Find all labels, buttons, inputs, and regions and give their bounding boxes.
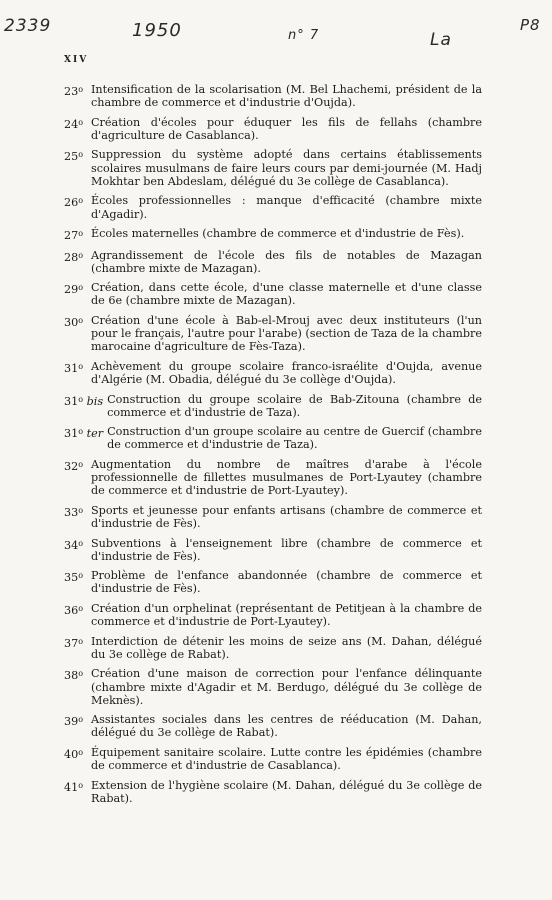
entry-suffix: bis <box>86 394 104 408</box>
entry-number: 26$^o$ <box>64 196 84 210</box>
handwritten-year: 1950 <box>132 20 182 41</box>
entry-text: Suppression du système adopté dans certains établissements scolaires musulmans de faire leurs cours par demi-journée (M. Hadj Mokhtar ben Abdeslam, délégué du 3e collège de Casablanca). <box>91 148 482 188</box>
entry-number: 30$^o$ <box>64 315 84 329</box>
entry-number: 24$^o$ <box>64 117 84 131</box>
entry-text: Écoles maternelles (chambre de commerce et d'industrie de Fès). <box>91 227 465 241</box>
list-item <box>64 83 482 109</box>
entry-number: 33$^o$ <box>64 505 84 519</box>
list-item <box>64 194 482 220</box>
entry-text: Subventions à l'enseignement libre (chambre de commerce et d'industrie de Fès). <box>91 536 482 563</box>
entry-suffix: ter <box>86 427 104 441</box>
list-item <box>64 635 482 661</box>
list-item <box>64 425 482 451</box>
entry-number: 31$^o$ <box>64 361 84 375</box>
list-item <box>64 281 482 307</box>
entry-text: Achèvement du groupe scolaire franco-israélite d'Oujda, avenue d'Algérie (M. Obadia, délégué du 3e collège d'Oujda). <box>91 359 482 387</box>
entry-text: Création, dans cette école, d'une classe maternelle et d'une classe de 6e (chambre mixte de Mazagan). <box>91 281 482 308</box>
entry-text: Écoles professionnelles : manque d'efficacité (chambre mixte d'Agadir). <box>91 194 482 221</box>
entry-number: 32$^o$ <box>64 459 84 473</box>
entry-number: 31$^o$ bis <box>64 394 104 408</box>
entry-number: 23$^o$ <box>64 85 84 98</box>
list-item <box>64 314 482 354</box>
entry-text: Augmentation du nombre de maîtres d'arabe à l'école professionnelle de fillettes musulmanes de Port-Lyautey (chambre de commerce et d'industrie de Port-Lyautey). <box>91 457 482 498</box>
entry-list <box>64 83 482 811</box>
entry-text: Construction du groupe scolaire de Bab-Zitouna (chambre de commerce et d'industrie de Taza). <box>107 392 482 419</box>
entry-text: Agrandissement de l'école des fils de notables de Mazagan (chambre mixte de Mazagan). <box>91 248 482 275</box>
list-item <box>64 602 482 628</box>
entry-number: 39$^o$ <box>64 715 84 729</box>
list-item <box>64 458 482 498</box>
entry-text: Assistantes sociales dans les centres de rééducation (M. Dahan, délégué du 3e collège de Rabat). <box>91 713 482 740</box>
entry-text: Construction d'un groupe scolaire au centre de Guercif (chambre de commerce et d'industrie de Taza). <box>107 425 482 452</box>
list-item <box>64 393 482 419</box>
entry-text: Équipement sanitaire scolaire. Lutte contre les épidémies (chambre de commerce et d'industrie de Casablanca). <box>91 745 482 773</box>
list-item <box>64 537 482 563</box>
entry-text: Création d'une école à Bab-el-Mrouj avec deux instituteurs (l'un pour le français, l'autre pour l'arabe) (section de Taza de la chambre marocaine d'agriculture de Fès-Taza). <box>91 313 482 354</box>
list-item <box>64 713 482 739</box>
list-item <box>64 116 482 142</box>
list-item <box>64 667 482 707</box>
list-item <box>64 360 482 386</box>
entry-number: 29$^o$ <box>64 283 84 297</box>
entry-number: 27$^o$ <box>64 229 84 243</box>
entry-number: 35$^o$ <box>64 571 84 585</box>
entry-text: Problème de l'enfance abandonnée (chambre de commerce et d'industrie de Fès). <box>91 569 482 596</box>
list-item <box>64 148 482 188</box>
entry-text: Sports et jeunesse pour enfants artisans (chambre de commerce et d'industrie de Fès). <box>91 503 482 531</box>
handwritten-number: n° 7 <box>288 28 320 43</box>
entry-number: 40$^o$ <box>64 747 84 761</box>
entry-text: Extension de l'hygiène scolaire (M. Dahan, délégué du 3e collège de Rabat). <box>91 778 482 805</box>
entry-number: 34$^o$ <box>64 538 84 552</box>
entry-number: 38$^o$ <box>64 669 84 683</box>
list-item <box>64 504 482 530</box>
entry-text: Création d'une maison de correction pour l'enfance délinquante (chambre mixte d'Agadir et M. Berdugo, délégué du 3e collège de Meknès). <box>91 667 482 707</box>
list-item <box>64 227 482 242</box>
list-item <box>64 746 482 772</box>
entry-text: Création d'écoles pour éduquer les fils de fellahs (chambre d'agriculture de Casablanca). <box>91 115 482 142</box>
list-item <box>64 249 482 275</box>
entry-number: 25$^o$ <box>64 150 84 164</box>
entry-number: 41$^o$ <box>64 780 84 794</box>
entry-text: Intensification de la scolarisation (M. Bel Lhachemi, président de la chambre de commerce et d'industrie d'Oujda). <box>91 83 482 110</box>
handwritten-code: La <box>430 30 452 50</box>
handwritten-page: P8 <box>520 16 541 34</box>
entry-number: 31$^o$ ter <box>64 427 104 441</box>
entry-text: Interdiction de détenir les moins de seize ans (M. Dahan, délégué du 3e collège de Rabat). <box>91 634 482 661</box>
entry-number: 37$^o$ <box>64 636 84 650</box>
list-item <box>64 779 482 805</box>
handwritten-ref-number: 2339 <box>4 16 52 36</box>
page-number: XIV <box>64 55 89 65</box>
entry-number: 28$^o$ <box>64 250 84 264</box>
list-item <box>64 569 482 595</box>
entry-number: 36$^o$ <box>64 603 84 617</box>
entry-text: Création d'un orphelinat (représentant de Petitjean à la chambre de commerce et d'industrie de Port-Lyautey). <box>91 601 482 629</box>
